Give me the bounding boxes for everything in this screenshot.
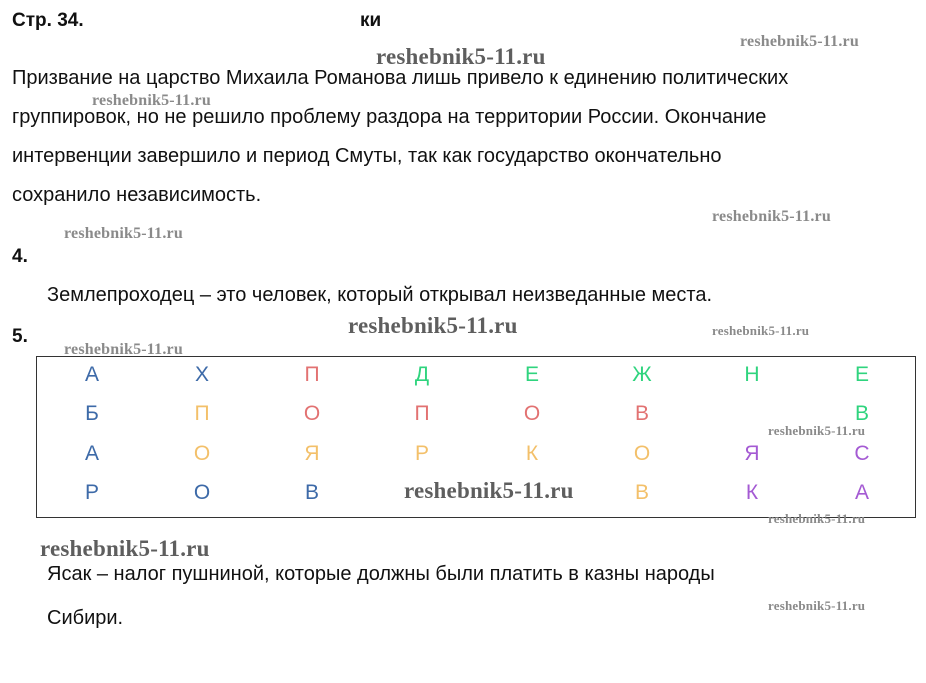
watermark-text: reshebnik5-11.ru xyxy=(768,511,866,526)
title-fragment: ки xyxy=(360,10,382,31)
grid-letter: П xyxy=(194,402,210,425)
paragraph-line-4: сохранило независимость. xyxy=(12,184,262,206)
watermark-text: reshebnik5-11.ru xyxy=(404,478,574,503)
grid-letter: С xyxy=(854,442,870,465)
grid-letter: Х xyxy=(194,363,209,386)
watermark-text: reshebnik5-11.ru xyxy=(40,536,210,561)
section-4-text: Землепроходец – это человек, который открывал неизведанные места. xyxy=(47,284,713,306)
page-number-label: Стр. 34. xyxy=(12,10,84,31)
watermark-text: reshebnik5-11.ru xyxy=(92,92,211,109)
watermark-text: reshebnik5-11.ru xyxy=(740,33,859,50)
grid-letter: Е xyxy=(524,363,539,386)
grid-letter: П xyxy=(414,402,430,425)
watermark-text: reshebnik5-11.ru xyxy=(712,208,831,225)
watermark-text: reshebnik5-11.ru xyxy=(64,225,183,242)
watermark-text: reshebnik5-11.ru xyxy=(768,423,866,438)
grid-letter: В xyxy=(854,402,869,425)
answer-line-2: Сибири. xyxy=(47,607,124,629)
grid-letter: Р xyxy=(84,481,99,504)
grid-letter: К xyxy=(525,442,539,465)
grid-letter: Р xyxy=(414,442,429,465)
grid-letter: В xyxy=(634,481,649,504)
grid-letter: П xyxy=(304,363,320,386)
grid-letter: К xyxy=(745,481,759,504)
watermark-text: reshebnik5-11.ru xyxy=(376,44,546,69)
grid-letter: О xyxy=(193,442,211,465)
paragraph-line-1: Призвание на царство Михаила Романова лишь привело к единению политических xyxy=(12,67,789,89)
grid-letter: А xyxy=(84,363,99,386)
grid-letter: Е xyxy=(854,363,869,386)
watermark-text: reshebnik5-11.ru xyxy=(712,323,810,338)
grid-letter: О xyxy=(633,442,651,465)
paragraph-line-2: группировок, но не решило проблему раздора на территории России. Окончание xyxy=(12,106,767,128)
grid-letter: Я xyxy=(304,442,320,465)
paragraph-line-3: интервенции завершило и период Смуты, так как государство окончательно xyxy=(12,145,722,167)
grid-letter: О xyxy=(523,402,541,425)
grid-letter: О xyxy=(193,481,211,504)
grid-letter: Ж xyxy=(632,363,652,386)
answer-line-1: Ясак – налог пушниной, которые должны были платить в казны народы xyxy=(47,563,715,585)
watermark-text: reshebnik5-11.ru xyxy=(348,313,518,338)
grid-letter: О xyxy=(303,402,321,425)
grid-letter: Д xyxy=(414,363,430,386)
grid-letter: Я xyxy=(744,442,760,465)
grid-letter: Н xyxy=(744,363,760,386)
section-5-number: 5. xyxy=(12,326,28,347)
watermark-text: reshebnik5-11.ru xyxy=(64,341,183,358)
grid-letter: В xyxy=(634,402,649,425)
grid-letter: А xyxy=(84,442,99,465)
grid-letter: В xyxy=(304,481,319,504)
grid-letter: Б xyxy=(85,402,99,425)
watermark-text: reshebnik5-11.ru xyxy=(768,598,866,613)
section-4-number: 4. xyxy=(12,246,28,267)
grid-letter: А xyxy=(854,481,869,504)
